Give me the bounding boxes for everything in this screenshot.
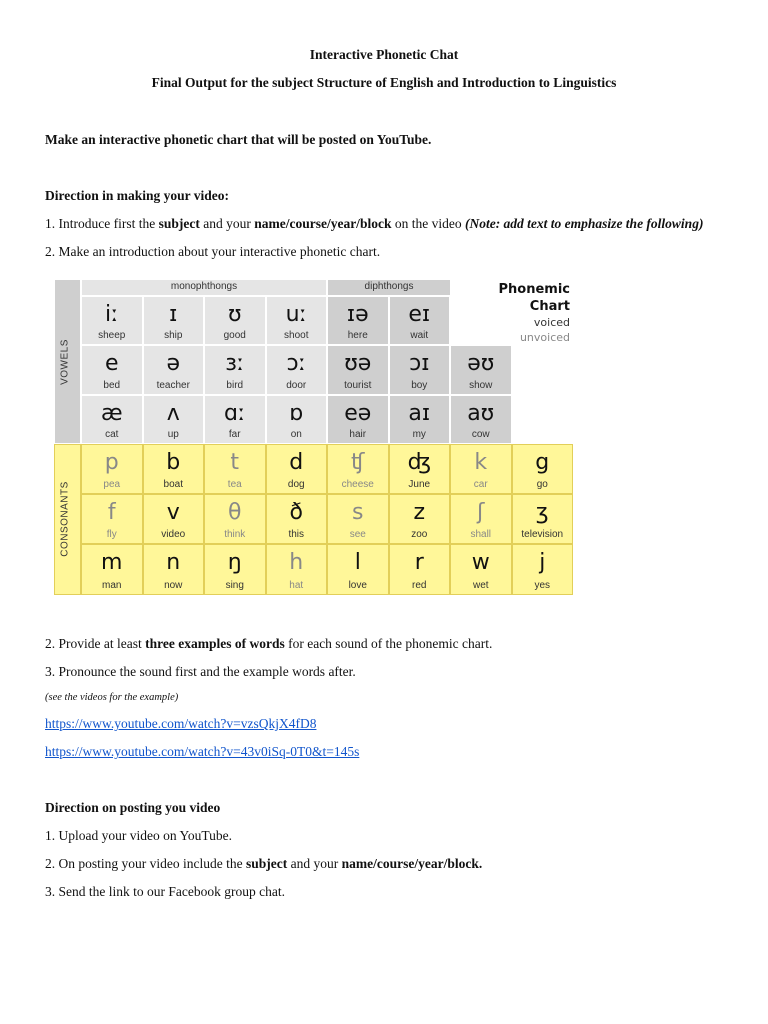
phoneme-symbol: s (352, 500, 364, 525)
legend-unvoiced: unvoiced (519, 331, 570, 344)
phoneme-symbol: ɒ (289, 401, 304, 426)
task-statement: Make an interactive phonetic chart that will be posted on YouTube. (45, 132, 432, 147)
phoneme-symbol: j (539, 550, 546, 575)
consonant-cell[interactable] (204, 494, 266, 544)
phoneme-symbol: ɜː (225, 351, 245, 376)
vowel-cell[interactable] (266, 395, 328, 444)
phoneme-symbol: p (104, 450, 119, 475)
vowel-cell[interactable] (389, 345, 451, 395)
consonant-cell[interactable] (81, 494, 143, 544)
phoneme-symbol: e (104, 351, 119, 376)
phoneme-symbol: aɪ (408, 401, 431, 426)
consonant-cell[interactable] (327, 544, 389, 595)
example-word: door (286, 380, 307, 391)
phonemic-chart (54, 279, 576, 595)
step-3: 3. Pronounce the sound first and the example words after. (45, 664, 356, 679)
example-word: bird (226, 380, 244, 391)
consonant-cell[interactable] (327, 494, 389, 544)
direction-post-item-1: 1. Upload your video on YouTube. (45, 828, 233, 843)
step-2: 2. Provide at least three examples of words for each sound of the phonemic chart. (45, 636, 493, 651)
diphthongs-header: diphthongs (364, 281, 414, 292)
example-word: car (473, 479, 488, 490)
vowel-cell[interactable] (327, 345, 389, 395)
example-word: fly (106, 529, 117, 540)
phoneme-symbol: ɪ (169, 302, 178, 327)
phoneme-symbol: uː (285, 302, 307, 327)
phoneme-symbol: ʌ (166, 401, 180, 426)
vowel-cell[interactable] (81, 345, 143, 395)
vowel-cell[interactable] (143, 395, 205, 444)
consonant-cell[interactable] (512, 544, 574, 595)
consonant-cell[interactable] (327, 444, 389, 494)
example-word: zoo (411, 529, 428, 540)
vowel-cell[interactable] (266, 296, 328, 345)
phoneme-symbol: ʃ (477, 500, 485, 525)
phoneme-symbol: æ (100, 401, 123, 426)
phoneme-symbol: g (535, 450, 550, 475)
example-word: sheep (98, 330, 126, 341)
vowel-cell[interactable] (143, 345, 205, 395)
vowel-cell[interactable] (450, 395, 512, 444)
consonant-cell[interactable] (143, 544, 205, 595)
monophthongs-header: monophthongs (170, 281, 238, 292)
example-word: think (224, 529, 246, 540)
example-word: up (167, 429, 179, 440)
consonants-label: CONSONANTS (59, 481, 71, 557)
phoneme-symbol: f (107, 500, 116, 525)
example-word: cat (105, 429, 119, 440)
consonant-cell[interactable] (389, 544, 451, 595)
example-word: shoot (284, 330, 309, 341)
consonant-cell[interactable] (204, 444, 266, 494)
example-word: my (412, 429, 426, 440)
phoneme-symbol: ə (166, 351, 181, 376)
example-word: dog (287, 479, 305, 490)
example-word: cow (471, 429, 490, 440)
example-word: on (290, 429, 302, 440)
example-word: hat (289, 580, 304, 591)
example-word: shall (470, 529, 492, 540)
example-word: boy (411, 380, 428, 391)
consonant-cell[interactable] (450, 544, 512, 595)
vowel-cell[interactable] (204, 296, 266, 345)
videos-note: (see the videos for the example) (45, 692, 179, 703)
example-word: bed (103, 380, 121, 391)
phoneme-symbol: z (413, 500, 426, 525)
example-word: boat (163, 479, 183, 490)
example-word: far (228, 429, 241, 440)
phoneme-symbol: ʊə (344, 351, 372, 376)
example-word: good (223, 330, 246, 341)
phoneme-symbol: b (166, 450, 181, 475)
vowel-cell[interactable] (143, 296, 205, 345)
vowel-cell[interactable] (204, 345, 266, 395)
phoneme-symbol: ɑː (224, 401, 246, 426)
vowel-cell[interactable] (81, 296, 143, 345)
consonant-cell[interactable] (143, 444, 205, 494)
example-video-link-2[interactable]: https://www.youtube.com/watch?v=43v0iSq-0T0&t=145s (45, 744, 360, 759)
consonant-cell[interactable] (512, 444, 574, 494)
document-subtitle: Final Output for the subject Structure of English and Introduction to Linguistics (151, 75, 617, 90)
consonant-cell[interactable] (450, 444, 512, 494)
vowel-cell[interactable] (450, 345, 512, 395)
consonant-cell[interactable] (81, 544, 143, 595)
direction-video-item-1: 1. Introduce first the subject and your name/course/year/block on the video (Note: add text to emphasize the following) (45, 216, 704, 231)
example-word: this (288, 529, 305, 540)
phoneme-symbol: m (101, 550, 123, 575)
example-word: hair (349, 429, 367, 440)
legend-title (499, 281, 571, 315)
phoneme-symbol: aʊ (467, 401, 495, 426)
example-word: here (347, 330, 368, 341)
example-word: pea (103, 479, 121, 490)
direction-video-heading: Direction in making your video: (45, 188, 230, 203)
phoneme-symbol: d (289, 450, 304, 475)
example-word: tea (227, 479, 242, 490)
example-word: love (348, 580, 367, 591)
direction-post-item-2: 2. On posting your video include the subject and your name/course/year/block. (45, 856, 483, 871)
phoneme-symbol: ŋ (227, 550, 242, 575)
example-word: red (412, 580, 427, 591)
legend-title-line-2: Chart (529, 299, 570, 314)
phoneme-symbol: ð (289, 500, 303, 525)
example-word: television (521, 529, 564, 540)
phoneme-symbol: ɔː (286, 351, 306, 376)
example-word: yes (534, 580, 551, 591)
phoneme-symbol: ʒ (535, 500, 549, 525)
phoneme-symbol: əʊ (467, 351, 495, 376)
example-word: man (102, 580, 122, 591)
consonant-cell[interactable] (143, 494, 205, 544)
example-word: teacher (156, 380, 190, 391)
vowel-cell[interactable] (266, 345, 328, 395)
example-word: wait (410, 330, 429, 341)
phoneme-symbol: ɔɪ (409, 351, 430, 376)
vowel-cell[interactable] (204, 395, 266, 444)
legend-voiced: voiced (533, 316, 570, 329)
phoneme-symbol: ʊ (227, 302, 242, 327)
example-word: sing (225, 580, 244, 591)
phoneme-symbol: eə (344, 401, 372, 426)
phoneme-symbol: n (166, 550, 181, 575)
vowel-cell[interactable] (389, 296, 451, 345)
phoneme-symbol: w (471, 550, 490, 575)
consonant-cell[interactable] (389, 444, 451, 494)
example-word: June (408, 479, 431, 490)
phoneme-symbol: r (414, 550, 424, 575)
example-word: ship (164, 330, 183, 341)
example-word: now (164, 580, 183, 591)
phoneme-symbol: eɪ (408, 302, 431, 327)
vowels-label: VOWELS (59, 339, 71, 385)
phoneme-symbol: t (230, 450, 240, 475)
phoneme-symbol: h (289, 550, 304, 575)
consonant-cell[interactable] (389, 494, 451, 544)
consonant-cell[interactable] (266, 494, 328, 544)
phoneme-symbol: θ (228, 500, 242, 525)
document-title: Interactive Phonetic Chat (309, 47, 459, 62)
phoneme-symbol: iː (104, 302, 119, 327)
phoneme-symbol: ʤ (407, 450, 431, 475)
phoneme-symbol: ʧ (351, 450, 365, 475)
consonant-cell[interactable] (266, 444, 328, 494)
example-word: show (469, 380, 493, 391)
consonant-cell[interactable] (512, 494, 574, 544)
vowel-cell[interactable] (327, 395, 389, 444)
example-word: wet (472, 580, 489, 591)
example-word: cheese (341, 479, 374, 490)
consonant-cell[interactable] (81, 444, 143, 494)
vowel-cell[interactable] (327, 296, 389, 345)
phoneme-symbol: ɪə (346, 302, 369, 327)
legend-title-line-1: Phonemic (498, 282, 570, 297)
direction-video-item-2: 2. Make an introduction about your interactive phonetic chart. (45, 244, 381, 259)
consonant-cell[interactable] (204, 544, 266, 595)
direction-post-item-3: 3. Send the link to our Facebook group chat. (45, 884, 285, 899)
phoneme-symbol: v (166, 500, 180, 525)
vowel-cell[interactable] (389, 395, 451, 444)
vowel-cell[interactable] (81, 395, 143, 444)
consonant-cell[interactable] (450, 494, 512, 544)
example-word: video (161, 529, 186, 540)
example-word: tourist (344, 380, 372, 391)
consonant-cell[interactable] (266, 544, 328, 595)
direction-post-heading: Direction on posting you video (45, 800, 221, 815)
phoneme-symbol: k (474, 450, 488, 475)
phoneme-symbol: l (354, 550, 361, 575)
example-word: see (349, 529, 366, 540)
example-video-link-1[interactable]: https://www.youtube.com/watch?v=vzsQkjX4fD8 (45, 716, 317, 731)
example-word: go (536, 479, 548, 490)
